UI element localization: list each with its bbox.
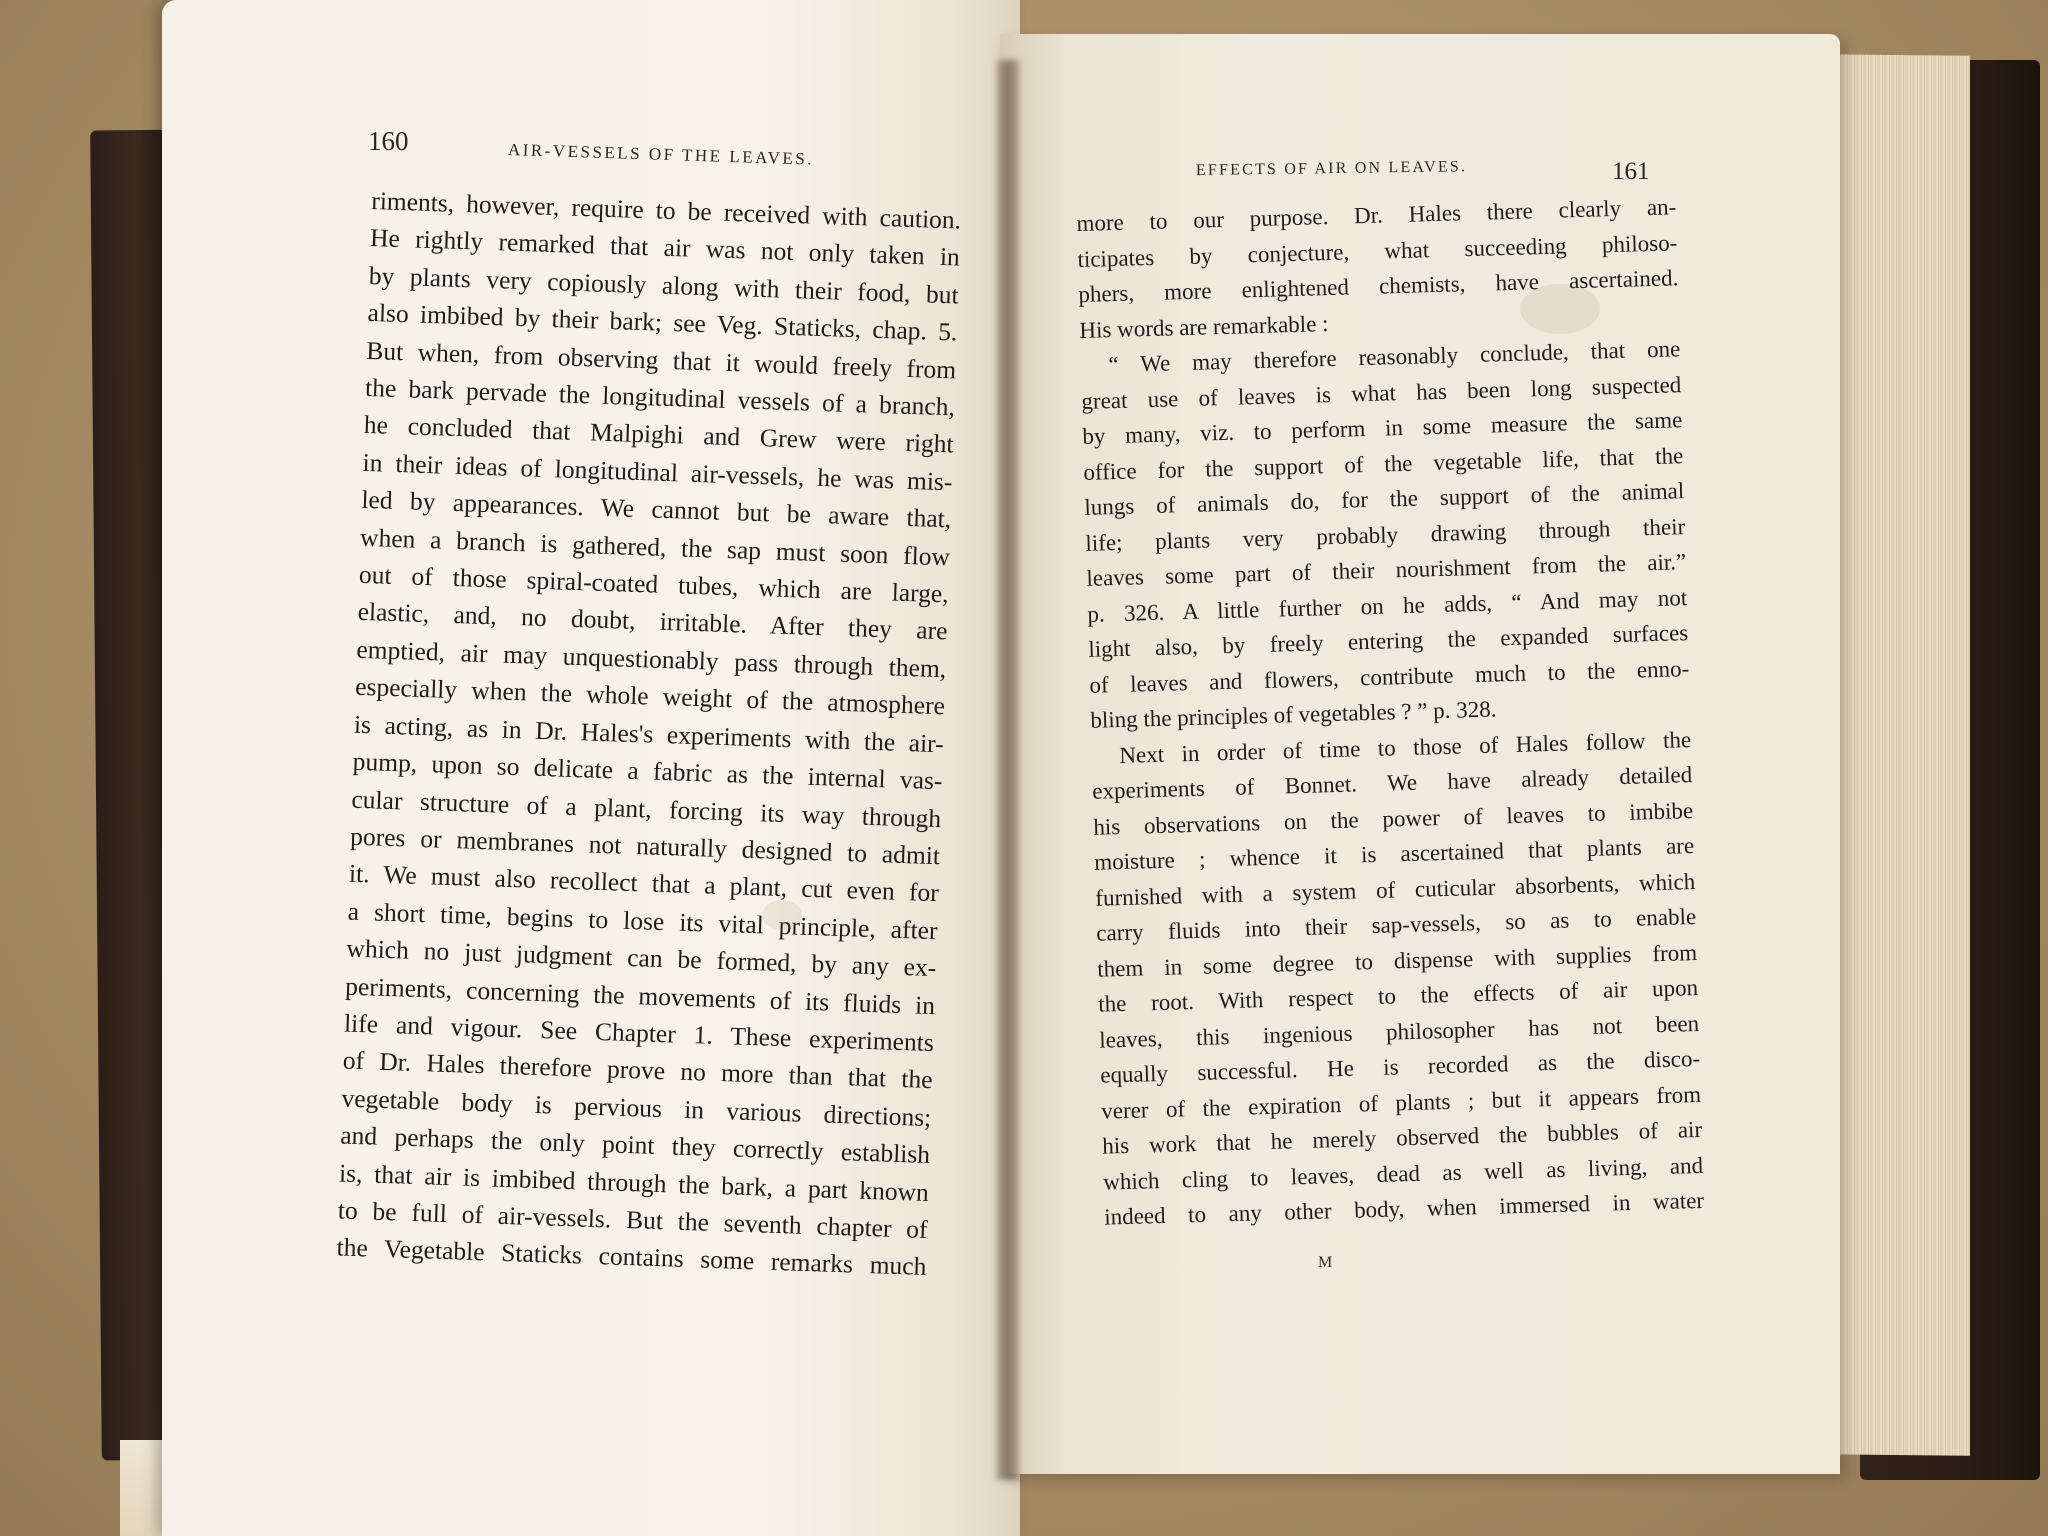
- text-line: His words are remarkable :: [1079, 310, 1329, 343]
- right-page-number: 161: [1612, 158, 1650, 185]
- text-line: bling the principles of vegetables ? ” p. 328.: [1090, 696, 1497, 733]
- text-line: carry fluids into their sap-vessels, so as to enable: [1095, 903, 1697, 946]
- text-line: phers, more enlightened chemists, have ascertained.: [1078, 265, 1679, 307]
- text-line: of Dr. Hales therefore prove no more than that the: [342, 1045, 934, 1095]
- text-line: experiments of Bonnet. We have already detailed: [1091, 762, 1693, 804]
- text-line: office for the support of the vegetable life, that the: [1083, 442, 1684, 485]
- page-edges: [1820, 54, 1970, 1456]
- text-line: he concluded that Malpighi and Grew were right: [363, 410, 955, 459]
- text-line: is acting, as in Dr. Hales's experiments with the air-: [353, 709, 945, 758]
- right-page: [1000, 34, 1840, 1474]
- text-line: the root. With respect to the effects of air upon: [1097, 974, 1699, 1017]
- text-line: But when, from observing that it would freely from: [365, 335, 957, 385]
- right-page-text: [1076, 189, 1705, 1235]
- text-line: emptied, air may unquestionably pass through them,: [356, 634, 947, 684]
- text-line: his observations on the power of leaves to imbibe: [1092, 797, 1694, 840]
- text-line: which no just judgment can be formed, by any ex-: [346, 933, 937, 983]
- text-line: life and vigour. See Chapter 1. These experiments: [343, 1008, 935, 1058]
- text-line: by plants very copiously along with their food, but: [368, 260, 960, 310]
- signature-mark: M: [1318, 1254, 1334, 1271]
- text-line: moisture ; whence it is ascertained that plants are: [1093, 832, 1695, 875]
- text-line: light also, by freely entering the expanded surfaces: [1088, 620, 1689, 662]
- text-line: verer of the expiration of plants ; but it appears from: [1100, 1081, 1702, 1124]
- text-line: elastic, and, no doubt, irritable. After they are: [357, 597, 948, 646]
- text-line: more to our purpose. Dr. Hales there clearly an-: [1076, 194, 1677, 236]
- text-line: led by appearances. We cannot but be aware that,: [360, 485, 952, 534]
- text-line: He rightly remarked that air was not only taken in: [369, 223, 961, 272]
- text-line: the bark pervade the longitudinal vessels of a branch,: [364, 372, 956, 422]
- text-line: when a branch is gathered, the sap must soon flow: [359, 522, 951, 572]
- text-line: life; plants very probably drawing through their: [1085, 513, 1686, 556]
- text-line: especially when the whole weight of the atmosphere: [354, 672, 946, 721]
- text-line: periments, concerning the movements of its fluids in: [344, 971, 936, 1020]
- text-line: pores or membranes not naturally designed to admit: [349, 821, 941, 871]
- text-line: is, that air is imbibed through the bark, a part known: [338, 1158, 930, 1207]
- text-line: them in some degree to dispense with supplies from: [1096, 939, 1698, 982]
- text-line: “ We may therefore reasonably conclude, that one: [1108, 336, 1681, 378]
- text-line: cular structure of a plant, forcing its way through: [351, 784, 942, 833]
- text-line: leaves some part of their nourishment from the air.”: [1086, 549, 1687, 591]
- paper-stain: [762, 900, 802, 930]
- text-line: to be full of air-vessels. But the seventh chapter of: [337, 1195, 929, 1244]
- text-line: riments, however, require to be received with caution.: [370, 185, 962, 235]
- text-line: leaves, this ingenious philosopher has not been: [1098, 1010, 1700, 1053]
- text-line: also imbibed by their bark; see Veg. Staticks, chap. 5.: [367, 298, 958, 347]
- text-line: p. 326. A little further on he adds, “ And may not: [1087, 584, 1688, 627]
- text-line: his work that he merely observed the bubbles of air: [1101, 1116, 1703, 1159]
- text-line: pump, upon so delicate a fabric as the internal vas-: [352, 746, 943, 796]
- left-page-text: [336, 182, 962, 1286]
- text-line: which cling to leaves, dead as well as living, and: [1102, 1152, 1704, 1195]
- right-running-title: EFFECTS OF AIR ON LEAVES.: [1195, 158, 1468, 179]
- left-page-number: 160: [368, 126, 409, 156]
- text-line: great use of leaves is what has been long suspected: [1081, 371, 1682, 414]
- text-line: by many, viz. to perform in some measure the same: [1082, 407, 1683, 449]
- text-line: out of those spiral-coated tubes, which are large,: [358, 559, 950, 609]
- text-line: furnished with a system of cuticular absorbents, which: [1094, 868, 1696, 911]
- left-running-title: AIR-VESSELS OF THE LEAVES.: [507, 140, 815, 169]
- text-line: in their ideas of longitudinal air-vessels, he was mis-: [362, 447, 953, 497]
- text-line: indeed to any other body, when immersed in water: [1103, 1187, 1705, 1230]
- text-line: equally successful. He is recorded as the disco-: [1099, 1045, 1701, 1088]
- text-line: of leaves and flowers, contribute much to the enno-: [1089, 655, 1690, 698]
- paper-stain: [1520, 284, 1600, 334]
- book-gutter: [996, 60, 1020, 1480]
- text-line: lungs of animals do, for the support of the animal: [1084, 478, 1685, 520]
- text-line: the Vegetable Staticks contains some remarks much: [336, 1232, 927, 1282]
- text-line: and perhaps the only point they correctly establish: [339, 1120, 931, 1170]
- text-line: Next in order of time to those of Hales follow the: [1118, 726, 1692, 768]
- left-page: [162, 0, 1020, 1536]
- text-line: vegetable body is pervious in various directions;: [341, 1083, 932, 1132]
- text-line: it. We must also recollect that a plant, cut even for: [348, 858, 940, 908]
- text-line: a short time, begins to lose its vital principle, after: [347, 896, 938, 945]
- text-line: ticipates by conjecture, what succeeding philoso-: [1077, 229, 1678, 272]
